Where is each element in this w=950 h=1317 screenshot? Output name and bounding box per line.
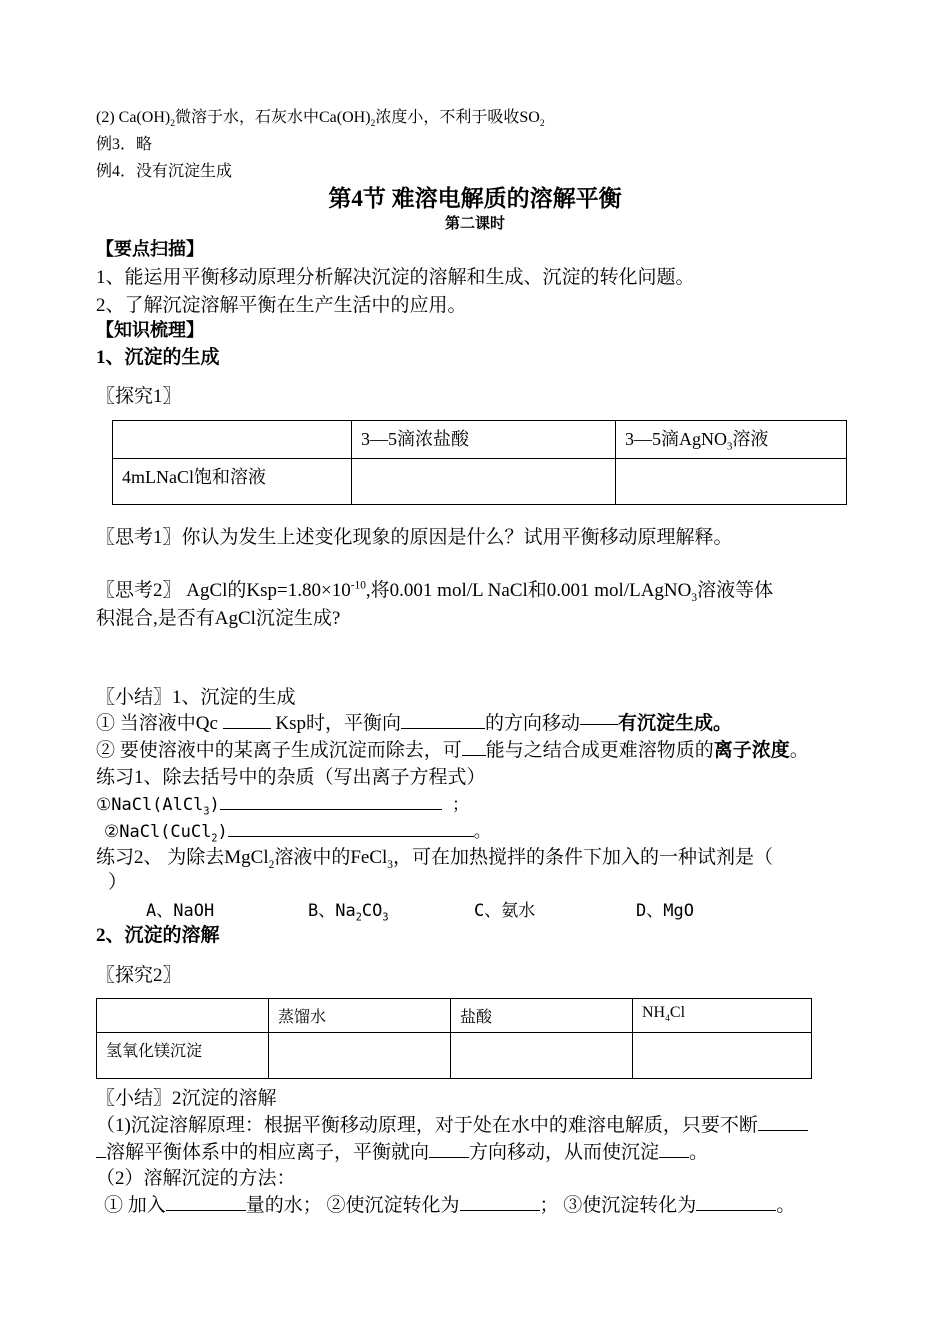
summary-1-title: 〖小结〗1、沉淀的生成 <box>96 687 296 708</box>
answer-blank[interactable] <box>460 1191 540 1211</box>
explore-2-label: 〖探究2〗 <box>96 965 182 986</box>
answer-blank[interactable] <box>462 736 486 756</box>
example-4-line: 例4．没有沉淀生成 <box>96 163 233 180</box>
answer-line-2: (2) $Ca(OH)_2$微溶于水，石灰水中$Ca(OH)_2$浓度小，不利于吸收$SO_2$ <box>96 109 545 130</box>
think-2-line-2: 积混合,是否有AgCl沉淀生成? <box>96 608 341 629</box>
section-key-points: 【要点扫描】 <box>96 239 204 259</box>
page-subtitle: 第二课时 <box>444 216 505 232</box>
example-3-line: 例3．略 <box>96 136 153 153</box>
table1-cell <box>616 459 847 505</box>
answer-blank[interactable] <box>96 1138 106 1158</box>
table1-header-agno3: 3—5滴AgNO$_3$溶液 <box>616 421 847 459</box>
option-a[interactable]: A、NaOH <box>146 901 215 921</box>
answer-blank[interactable] <box>220 792 442 810</box>
table1-corner-cell <box>113 421 352 459</box>
summary-2-principle-line-1: （1)沉淀溶解原理：根据平衡移动原理，对于处在水中的难溶电解质，只要不断 <box>96 1110 808 1137</box>
heading-precipitate-formation: 1、沉淀的生成 <box>96 347 220 368</box>
table2-corner-cell <box>97 999 269 1033</box>
answer-blank[interactable] <box>429 1138 469 1158</box>
explore-2-table <box>96 998 812 1079</box>
table2-cell <box>633 1033 812 1079</box>
page-title: 第4节 难溶电解质的溶解平衡 <box>328 186 622 211</box>
exercise-1-item-b: ②NaCl(CuCl$_2$) 。 <box>104 817 491 844</box>
table1-cell <box>352 459 616 505</box>
heading-precipitate-dissolution: 2、沉淀的溶解 <box>96 925 220 946</box>
section-knowledge: 【知识梳理】 <box>96 320 204 340</box>
table2-row-label: 氢氧化镁沉淀 <box>97 1033 269 1079</box>
answer-blank[interactable] <box>401 709 485 729</box>
table2-header-nh4cl: $NH_4Cl$ <box>633 999 812 1033</box>
think-1: 〖思考1〗你认为发生上述变化现象的原因是什么？试用平衡移动原理解释。 <box>96 527 733 548</box>
option-d[interactable]: D、MgO <box>636 901 694 921</box>
exercise-1-title: 练习1、除去括号中的杂质（写出离子方程式） <box>96 767 486 788</box>
summary-2-methods: ① 加入 量的水； ②使沉淀转化为 ； ③使沉淀转化为 。 <box>104 1190 795 1217</box>
option-c[interactable]: C、氨水 <box>474 901 536 921</box>
key-point-2: 2、了解沉淀溶解平衡在生产生活中的应用。 <box>96 295 467 316</box>
answer-blank[interactable] <box>758 1111 808 1131</box>
exercise-2-line-2: ） <box>108 872 128 893</box>
table1-header-hcl: 3—5滴浓盐酸 <box>352 421 616 459</box>
explore-1-label: 〖探究1〗 <box>96 386 182 407</box>
summary-2-methods-title: （2）溶解沉淀的方法： <box>96 1168 296 1189</box>
table1-row-label: 4mLNaCl饱和溶液 <box>113 459 352 505</box>
table2-cell <box>451 1033 633 1079</box>
summary-2-title: 〖小结〗2沉淀的溶解 <box>96 1088 277 1109</box>
answer-blank[interactable] <box>223 709 271 729</box>
explore-1-table <box>112 420 847 505</box>
summary-2-principle-line-2: 溶解平衡体系中的相应离子，平衡就向 方向移动，从而使沉淀 。 <box>96 1137 708 1164</box>
table2-cell <box>269 1033 451 1079</box>
summary-1-point-1: ① 当溶液中Qc Ksp时，平衡向 的方向移动——有沉淀生成。 <box>96 708 732 735</box>
answer-blank[interactable] <box>696 1191 776 1211</box>
answer-blank[interactable] <box>659 1138 689 1158</box>
exercise-2-options <box>146 896 694 923</box>
exercise-2-line-1: 练习2、 为除去MgCl$_2$溶液中的FeCl$_3$，可在加热搅拌的条件下加入的一种试剂是（ <box>96 847 773 871</box>
answer-blank[interactable] <box>228 819 474 837</box>
answer-blank[interactable] <box>166 1191 246 1211</box>
exercise-1-item-a: ①NaCl(AlCl$_3$) ； <box>96 790 469 817</box>
summary-1-point-2: ② 要使溶液中的某离子生成沉淀而除去，可 能与之结合成更难溶物质的离子浓度。 <box>96 735 809 762</box>
table2-header-water: 蒸馏水 <box>269 999 451 1033</box>
option-b[interactable]: B、$Na_2CO_3$ <box>308 901 389 924</box>
think-2-line-1: 〖思考2〗 AgCl的$Ksp=1.80\times 10^{-10}$,将0.001 mol/L NaCl和0.001 mol/LAgNO$_3$溶液等体 <box>96 579 774 604</box>
table2-header-hcl: 盐酸 <box>451 999 633 1033</box>
key-point-1: 1、能运用平衡移动原理分析解决沉淀的溶解和生成、沉淀的转化问题。 <box>96 267 695 288</box>
